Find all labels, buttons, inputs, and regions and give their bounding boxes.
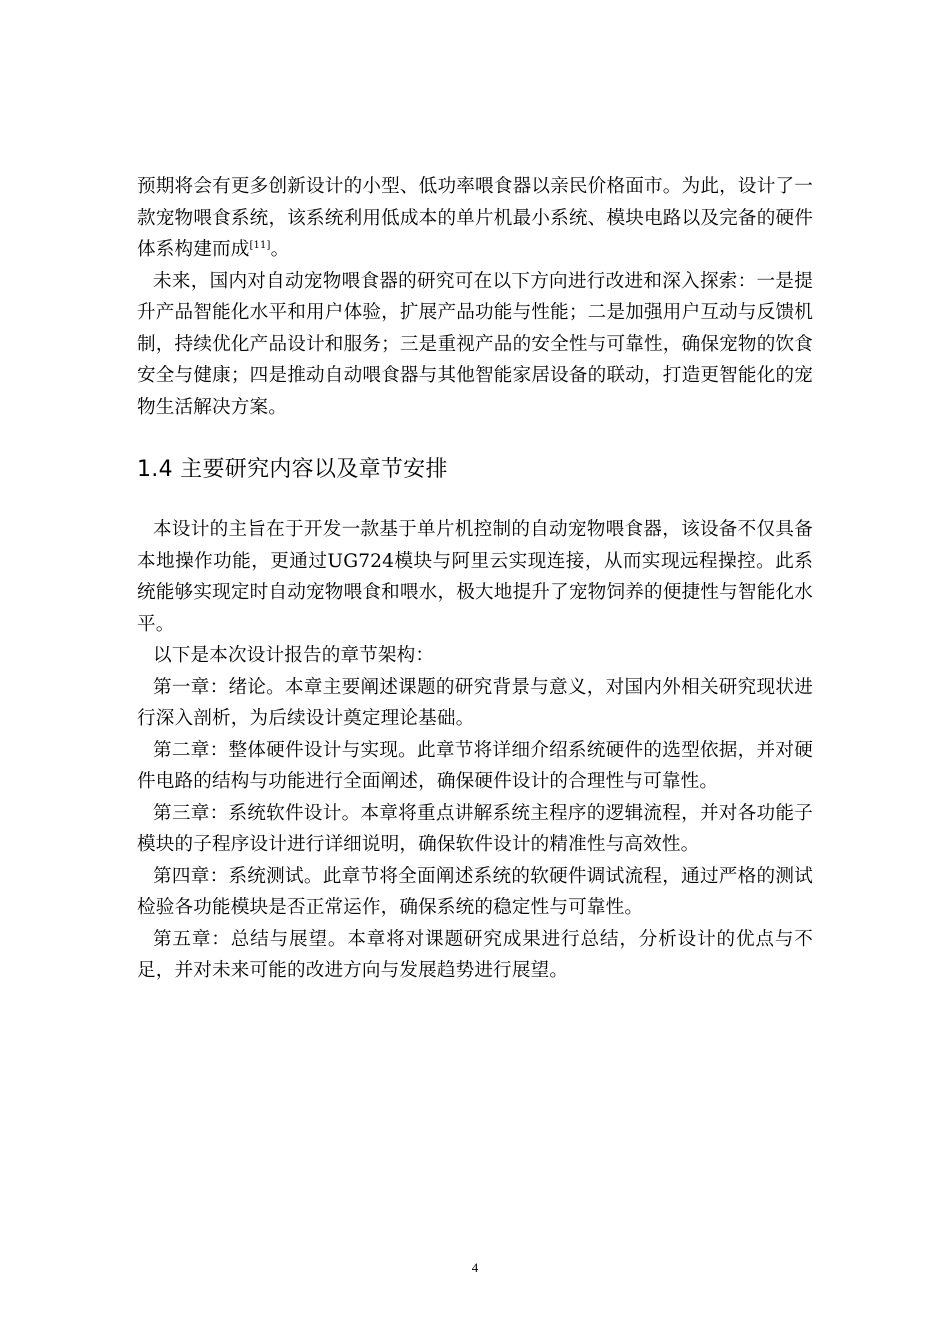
chapter-4-description: 第四章：系统测试。此章节将全面阐述系统的软硬件调试流程，通过严格的测试检验各功能模块是否正常运作，确保系统的稳定性与可靠性。 (137, 865, 813, 918)
intro-paragraph-1 (137, 171, 813, 266)
intro-paragraph-2: 未来，国内对自动宠物喂食器的研究可在以下方向进行改进和深入探索：一是提升产品智能化水平和用户体验，扩展产品功能与性能；二是加强用户互动与反馈机制，持续优化产品设计和服务；三是重视产品的安全性与可靠性，确保宠物的饮食安全与健康；四是推动自动喂食器与其他智能家居设备的联动，打造更智能化的宠物生活解决方案。 (137, 270, 813, 418)
chapter-3-description: 第三章：系统软件设计。本章将重点讲解系统主程序的逻辑流程，并对各功能子模块的子程序设计进行详细说明，确保软件设计的精准性与高效性。 (137, 802, 813, 855)
intro-text-block (137, 171, 813, 423)
page-number: 4 (471, 1260, 479, 1275)
citation-reference: [11] (249, 239, 271, 251)
intro-paragraph-1-text: 预期将会有更多创新设计的小型、低功率喂食器以亲民价格面市。为此，设计了一款宠物喂食系统，该系统利用低成本的单片机最小系统、模块电路以及完备的硬件体系构建而成 (137, 176, 813, 260)
section-heading: 1.4 主要研究内容以及章节安排 (137, 457, 448, 482)
section-paragraph-intro: 本设计的主旨在于开发一款基于单片机控制的自动宠物喂食器，该设备不仅具备本地操作功能，更通过UG724模块与阿里云实现连接，从而实现远程操控。此系统能够实现定时自动宠物喂食和喂水，极大地提升了宠物饲养的便捷性与智能化水平。 (137, 519, 813, 635)
chapter-1-description: 第一章：绪论。本章主要阐述课题的研究背景与意义，对国内外相关研究现状进行深入剖析，为后续设计奠定理论基础。 (137, 676, 813, 729)
chapter-2-description: 第二章：整体硬件设计与实现。此章节将详细介绍系统硬件的选型依据，并对硬件电路的结构与功能进行全面阐述，确保硬件设计的合理性与可靠性。 (137, 739, 813, 792)
section-text-block (137, 514, 813, 987)
intro-paragraph-1-end: 。 (270, 239, 290, 260)
chapter-5-description: 第五章：总结与展望。本章将对课题研究成果进行总结，分析设计的优点与不足，并对未来可能的改进方向与发展趋势进行展望。 (137, 928, 813, 981)
section-paragraph-outline-lead: 以下是本次设计报告的章节架构： (153, 645, 435, 666)
